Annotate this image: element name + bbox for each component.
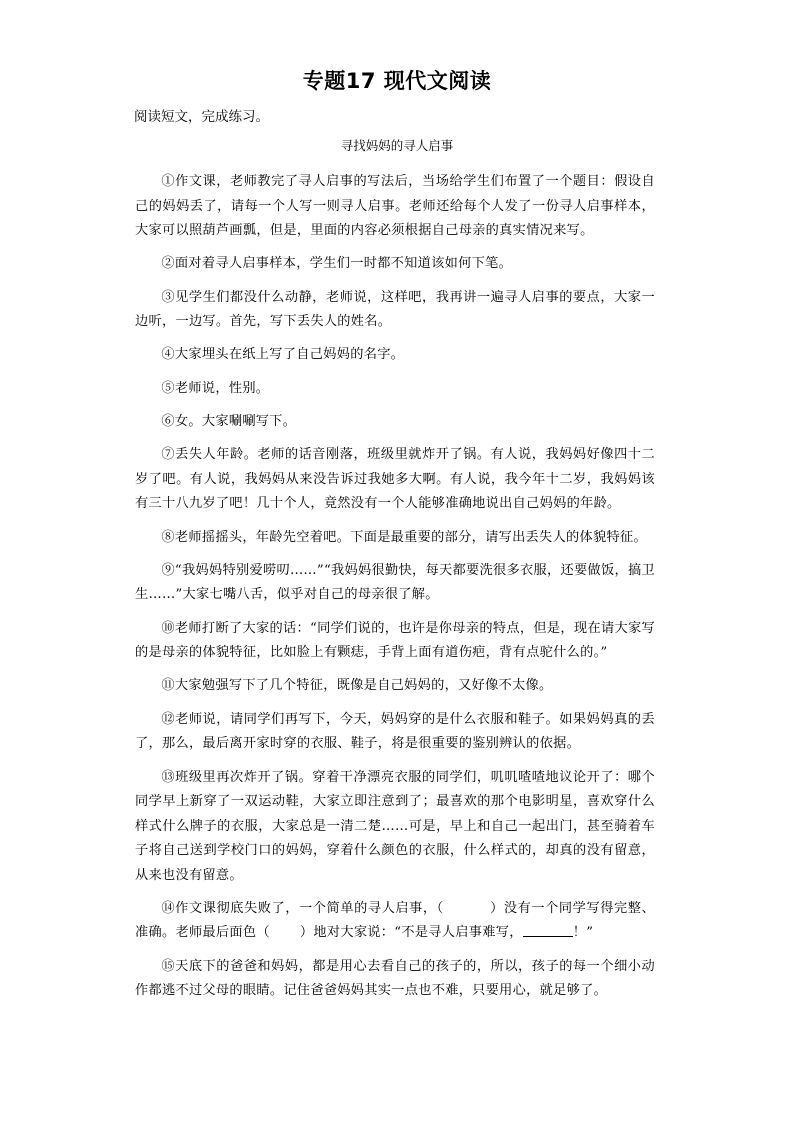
paragraph-5: ⑤老师说，性别。: [161, 380, 270, 396]
paragraph-2: ②面对着寻人启事样本，学生们一时都不知道该如何下笔。: [161, 256, 513, 272]
paragraph-10: ⑩老师打断了大家的话：“同学们说的，也许是你母亲的特点，但是，现在请大家写的是母亲的体貌特征，比如脸上有颗痣，手背上面有道伤疤，背有点驼什么的。”: [135, 620, 655, 661]
paragraph-12: ⑫老师说，请同学们再写下，今天，妈妈穿的是什么衣服和鞋子。如果妈妈真的丢了，那么，最后离开家时穿的衣服、鞋子，将是很重要的鉴别辨认的依据。: [135, 711, 655, 752]
article-title: 寻找妈妈的寻人启事: [340, 138, 454, 153]
paragraph-8: ⑧老师摇摇头，年龄先空着吧。下面是最重要的部分，请写出丢失人的体貌特征。: [161, 529, 647, 545]
paragraph-7: ⑦丢失人年龄。老师的话音刚落，班级里就炸开了锅。有人说，我妈妈好像四十二岁了吧。有人说，我妈妈从来没告诉过我她多大啊。有人说，我今年十二岁，我妈妈该有三十八九岁了吧！几十个人，竟然没有一个人能够准确地说出自己妈妈的年龄。: [135, 447, 655, 512]
paragraph-3: ③见学生们都没什么动静，老师说，这样吧，我再讲一遍寻人启事的要点，大家一边听，一边写。首先，写下丢失人的姓名。: [135, 289, 655, 330]
fill-blank-3[interactable]: [523, 922, 573, 937]
paragraph-14-part-3: ）地对大家说：“不是寻人启事难写，: [299, 925, 523, 941]
paragraph-15: ⑮天底下的爸爸和妈妈，都是用心去看自己的孩子的，所以，孩子的每一个细小动作都逃不过父母的眼睛。记住爸爸妈妈其实一点也不难，只要用心，就足够了。: [135, 958, 655, 999]
paragraph-13: ⑬班级里再次炸开了锅。穿着干净漂亮衣服的同学们，叽叽喳喳地议论开了：哪个同学早上新穿了一双运动鞋，大家立即注意到了；最喜欢的那个电影明星，喜欢穿什么样式什么牌子的衣服，大家总是一清二楚……可是，早上和自己一起出门，甚至骑着车子将自己送到学校门口的妈妈，穿着什么颜色的衣服，什么样式的，却真的没有留意，从来也没有留意。: [135, 769, 655, 883]
paragraph-11: ⑪大家勉强写下了几个特征，既像是自己妈妈的，又好像不太像。: [161, 678, 553, 694]
paragraph-14-part-4: ！”: [572, 925, 594, 941]
paragraph-14: [135, 897, 655, 946]
paragraph-9: ⑨“我妈妈特别爱唠叨……”“我妈妈很勤快，每天都要洗很多衣服，还要做饭，搞卫生……”大家七嘴八舌，似乎对自己的母亲很了解。: [135, 562, 655, 603]
paragraph-14-part-2: ）没有一个同学写得完整、准确。老师最后面色（: [135, 900, 655, 941]
paragraph-14-part-1: ⑭作文课彻底失败了，一个简单的寻人启事，（: [161, 900, 444, 916]
paragraph-1: ①作文课，老师教完了寻人启事的写法后，当场给学生们布置了一个题目：假设自己的妈妈丢了，请每一个人写一则寻人启事。老师还给每个人发了一份寻人启事样本，大家可以照葫芦画瓢，但是，里面的内容必须根据自己母亲的真实情况来写。: [135, 174, 655, 238]
page-title: 专题17 现代文阅读: [302, 69, 492, 93]
paragraph-4: ④大家埋头在纸上写了自己妈妈的名字。: [161, 347, 405, 363]
article-body: [135, 170, 655, 1012]
instruction-text: 阅读短文，完成练习。: [134, 109, 269, 125]
paragraph-6: ⑥女。大家唰唰写下。: [161, 413, 297, 429]
